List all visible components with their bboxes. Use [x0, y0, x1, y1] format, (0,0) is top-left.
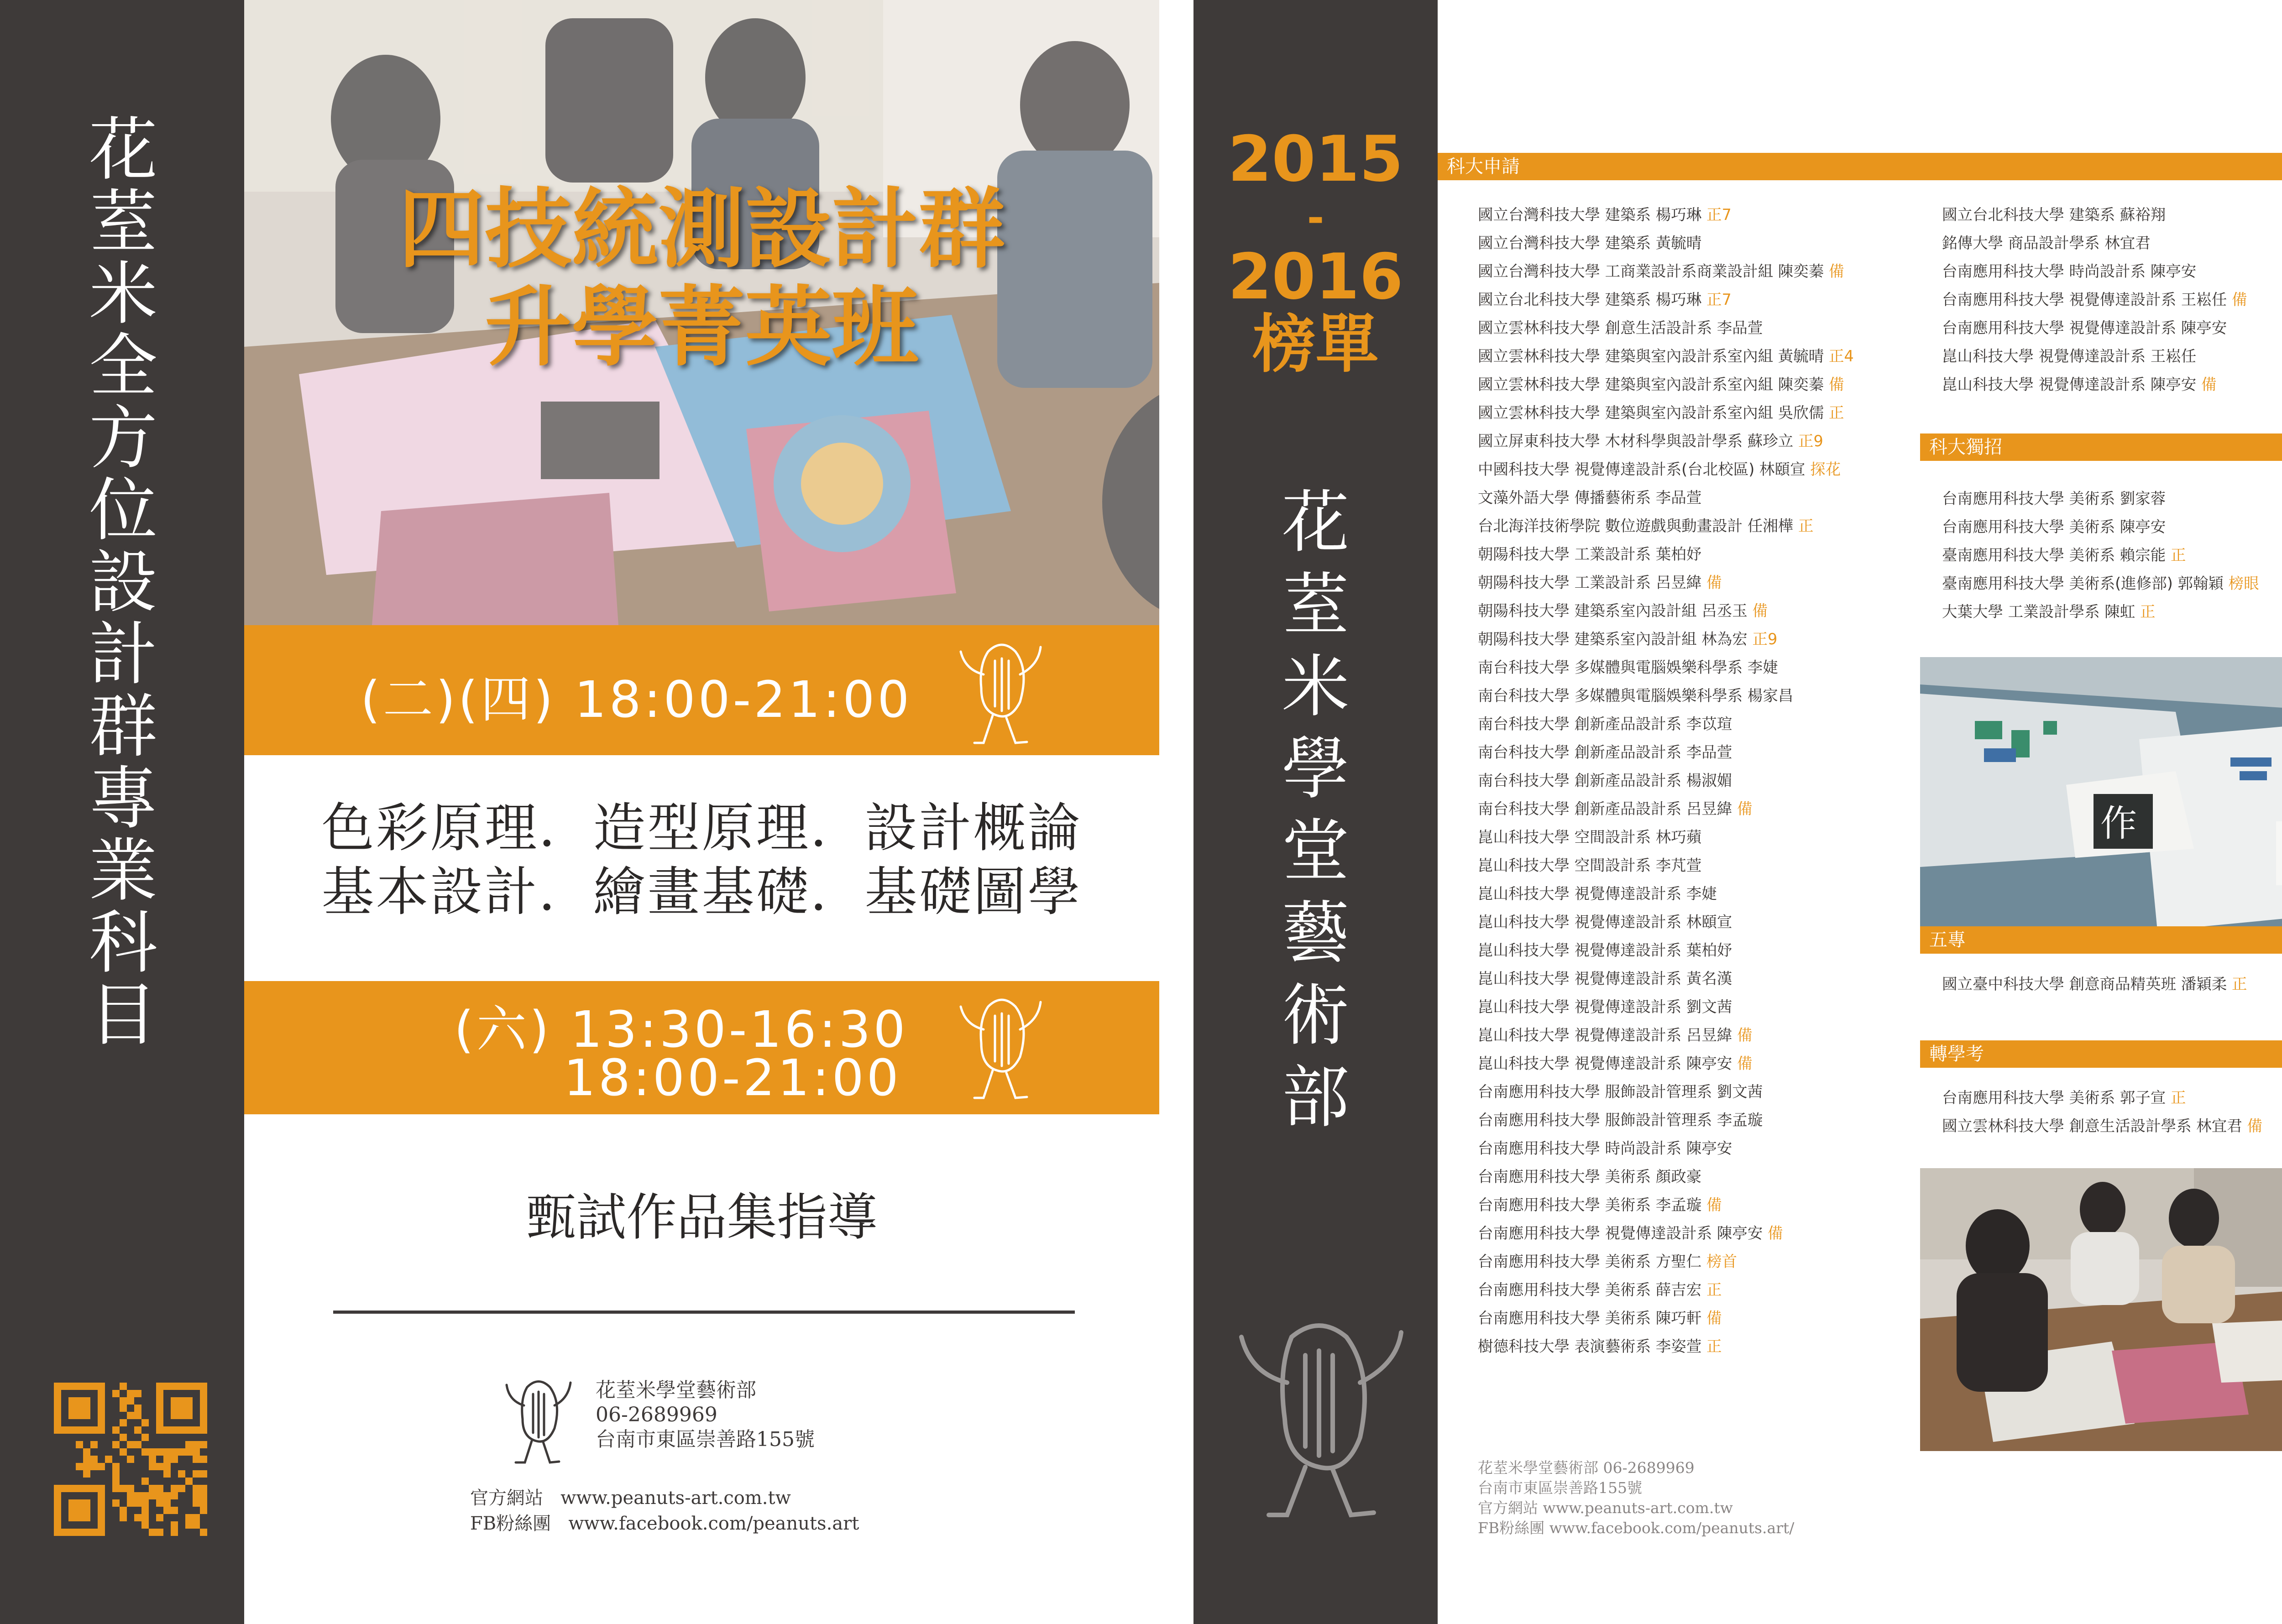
result-text: 國立雲林科技大學 建築與室內設計系室內組 黃毓晴: [1478, 347, 1829, 365]
result-mark: 正: [1798, 517, 1814, 535]
result-text: 台南應用科技大學 視覺傳達設計系 王崧任: [1942, 291, 2232, 308]
vertical-char: 荎: [1282, 565, 1350, 644]
result-entry: [1478, 1163, 1854, 1191]
result-mark: 正: [2140, 603, 2156, 621]
vertical-char: 學: [1282, 730, 1350, 808]
result-text: 國立雲林科技大學 創意生活設計系 李品萱: [1478, 319, 1763, 337]
result-entry: [1478, 1050, 1854, 1078]
result-entry: [1942, 286, 2247, 314]
result-mark: 正7: [1706, 291, 1732, 308]
result-entry: [1478, 342, 1854, 371]
result-text: 南台科技大學 創新產品設計系 楊淑媚: [1478, 772, 1732, 789]
result-entry: [1478, 229, 1854, 257]
result-mark: 備: [1737, 800, 1753, 818]
result-entry: [1942, 257, 2247, 286]
section-header-duzhao: 科大獨招: [1920, 433, 2282, 461]
result-entry: [1478, 767, 1854, 795]
vertical-char: 藝: [1282, 894, 1350, 972]
portfolio-guidance: 甄試作品集指導: [526, 1188, 878, 1247]
result-entry: [1478, 965, 1854, 993]
headline-line-2: 升學菁英班: [485, 277, 919, 378]
year-start: 2015: [1228, 122, 1403, 196]
qr-code: [54, 1383, 207, 1536]
vertical-char: 全: [89, 327, 157, 406]
result-entry: [1478, 455, 1854, 484]
result-text: 崑山科技大學 視覺傳達設計系 林頤宣: [1478, 913, 1732, 931]
peanut-mascot-icon: [502, 1373, 575, 1469]
vertical-char: 花: [89, 110, 157, 190]
result-entry: [1478, 569, 1854, 597]
result-text: 國立台灣科技大學 建築系 楊巧琳: [1478, 206, 1706, 224]
result-entry: [1478, 880, 1854, 908]
result-text: 台南應用科技大學 時尚設計系 陳亭安: [1942, 262, 2197, 280]
result-mark: 備: [1737, 1026, 1753, 1044]
vertical-char: 設: [89, 543, 157, 622]
result-entry: [1478, 597, 1854, 625]
left-spine-title: [78, 110, 169, 1055]
result-text: 朝陽科技大學 工業設計系 呂昱緯: [1478, 574, 1706, 591]
result-text: 台南應用科技大學 美術系 顏政豪: [1478, 1168, 1702, 1185]
result-entry: [1478, 1134, 1854, 1163]
section-header-zhuanxue: 轉學考: [1920, 1040, 2282, 1068]
vertical-char: 荎: [89, 183, 157, 262]
result-entry: [1478, 1332, 1854, 1361]
footer-contact: [1478, 1458, 1794, 1538]
result-text: 台南應用科技大學 服飾設計管理系 劉文茜: [1478, 1083, 1763, 1101]
weekday-schedule: (二)(四) 18:00-21:00: [361, 670, 912, 729]
right-spine-title: [1262, 481, 1369, 1138]
vertical-char: 群: [89, 687, 157, 767]
result-mark: 備: [1752, 602, 1768, 620]
result-mark: 正9: [1752, 630, 1778, 648]
result-text: 崑山科技大學 視覺傳達設計系 呂昱緯: [1478, 1026, 1737, 1044]
result-text: 崑山科技大學 空間設計系 李芃萱: [1478, 856, 1702, 874]
result-mark: 正: [1706, 1281, 1722, 1299]
result-mark: 正: [2231, 975, 2247, 993]
footer-line-4: FB粉絲團 www.facebook.com/peanuts.art/: [1478, 1519, 1795, 1537]
result-entry: [1478, 823, 1854, 851]
headline: [244, 180, 1159, 376]
result-mark: 備: [1737, 1055, 1753, 1072]
year-title: [1193, 122, 1438, 381]
web-links: [470, 1485, 859, 1536]
result-text: 朝陽科技大學 建築系室內設計組 林為宏: [1478, 630, 1753, 648]
result-entry: [1478, 1191, 1854, 1219]
result-entry: [1478, 257, 1854, 286]
result-entry: [1942, 513, 2259, 541]
result-entry: [1478, 1021, 1854, 1050]
result-entry: [1478, 1219, 1854, 1248]
website-link[interactable]: www.peanuts-art.com.tw: [560, 1488, 791, 1509]
result-mark: 探花: [1810, 460, 1841, 478]
result-mark: 備: [2231, 291, 2247, 308]
result-entry: [1478, 738, 1854, 767]
keda-list-col2: [1942, 201, 2247, 399]
vertical-char: 方: [89, 399, 157, 478]
vertical-char: 米: [89, 255, 157, 334]
result-text: 台南應用科技大學 美術系 陳亭安: [1942, 518, 2166, 536]
result-mark: 正4: [1828, 347, 1854, 365]
result-entry: [1478, 993, 1854, 1021]
section-header-keda: 科大申請: [1438, 153, 2282, 180]
result-mark: 正: [1828, 404, 1844, 422]
contact-name: 花荎米學堂藝術部: [596, 1379, 756, 1402]
results-label: 榜單: [1252, 308, 1379, 381]
vertical-char: 目: [89, 976, 157, 1055]
result-text: 國立台北科技大學 建築系 楊巧琳: [1478, 291, 1706, 308]
zhuanxue-list: [1942, 1084, 2262, 1140]
result-entry: [1942, 598, 2259, 626]
contact-block: [596, 1378, 815, 1452]
result-entry: [1478, 314, 1854, 342]
result-text: 台南應用科技大學 美術系 陳巧軒: [1478, 1309, 1706, 1327]
course-line-2: 基本設計．繪畫基礎．基礎圖學: [321, 862, 1082, 923]
course-line-1: 色彩原理．造型原理．設計概論: [321, 798, 1082, 859]
duzhao-list: [1942, 485, 2259, 626]
result-text: 崑山科技大學 視覺傳達設計系 陳亭安: [1942, 376, 2201, 393]
result-mark: 正7: [1706, 206, 1732, 224]
vertical-char: 米: [1282, 648, 1350, 726]
result-text: 國立台北科技大學 建築系 蘇裕翔: [1942, 206, 2166, 224]
result-text: 文藻外語大學 傳播藝術系 李品萱: [1478, 489, 1702, 507]
result-text: 國立雲林科技大學 建築與室內設計系室內組 吳欣儒: [1478, 404, 1829, 422]
result-text: 臺南應用科技大學 美術系 賴宗能: [1942, 546, 2171, 564]
result-text: 銘傳大學 商品設計學系 林宜君: [1942, 234, 2151, 252]
footer-line-2: 台南市東區崇善路155號: [1478, 1479, 1642, 1497]
result-text: 台南應用科技大學 美術系 薛吉宏: [1478, 1281, 1706, 1299]
result-entry: [1942, 342, 2247, 371]
result-text: 國立屏東科技大學 木材科學與設計學系 蘇珍立: [1478, 432, 1798, 450]
result-entry: [1478, 201, 1854, 229]
result-text: 大葉大學 工業設計學系 陳虹: [1942, 603, 2140, 621]
result-text: 南台科技大學 創新產品設計系 李品萱: [1478, 743, 1732, 761]
saturday-schedule-2: 18:00-21:00: [564, 1049, 901, 1107]
result-entry: [1478, 484, 1854, 512]
result-text: 崑山科技大學 視覺傳達設計系 王崧任: [1942, 347, 2197, 365]
result-entry: [1942, 371, 2247, 399]
result-entry: [1478, 512, 1854, 540]
headline-line-1: 四技統測設計群: [398, 179, 1005, 280]
result-text: 朝陽科技大學 建築系室內設計組 呂丞玉: [1478, 602, 1753, 620]
result-entry: [1478, 795, 1854, 823]
result-text: 台南應用科技大學 時尚設計系 陳亭安: [1478, 1139, 1732, 1157]
peanut-mascot-icon: [956, 633, 1047, 752]
vertical-char: 位: [89, 471, 157, 550]
vertical-char: 部: [1282, 1058, 1350, 1137]
result-entry: [1942, 1112, 2262, 1140]
result-mark: 備: [1706, 574, 1722, 591]
divider: [333, 1311, 1075, 1314]
result-text: 台北海洋技術學院 數位遊戲與動畫設計 任湘樺: [1478, 517, 1798, 535]
result-text: 台南應用科技大學 視覺傳達設計系 陳亭安: [1942, 319, 2227, 337]
result-entry: [1942, 201, 2247, 229]
result-text: 崑山科技大學 視覺傳達設計系 葉柏妤: [1478, 941, 1732, 959]
result-mark: 備: [2201, 376, 2217, 393]
result-text: 國立臺中科技大學 創意商品精英班 潘穎柔: [1942, 975, 2232, 993]
result-text: 台南應用科技大學 美術系 方聖仁: [1478, 1253, 1706, 1270]
result-text: 崑山科技大學 視覺傳達設計系 李婕: [1478, 885, 1717, 903]
result-entry: [1478, 1078, 1854, 1106]
artwork-photo: [1920, 657, 2282, 931]
result-entry: [1942, 1084, 2262, 1112]
result-text: 台南應用科技大學 美術系 劉家蓉: [1942, 490, 2166, 507]
vertical-char: 術: [1282, 976, 1350, 1055]
result-entry: [1478, 625, 1854, 653]
result-text: 臺南應用科技大學 美術系(進修部) 郭翰穎: [1942, 574, 2229, 592]
result-entry: [1942, 485, 2259, 513]
vertical-char: 堂: [1282, 812, 1350, 890]
peanut-mascot-icon: [956, 988, 1047, 1107]
result-text: 台南應用科技大學 視覺傳達設計系 陳亭安: [1478, 1224, 1768, 1242]
result-mark: 正: [2170, 1089, 2186, 1107]
students-photo: [1920, 1168, 2282, 1451]
result-entry: [1478, 936, 1854, 965]
result-entry: [1942, 541, 2259, 569]
result-entry: [1942, 229, 2247, 257]
result-mark: 榜眼: [2228, 574, 2259, 592]
result-mark: 備: [1767, 1224, 1783, 1242]
result-text: 台南應用科技大學 美術系 李孟璇: [1478, 1196, 1706, 1214]
result-text: 中國科技大學 視覺傳達設計系(台北校區) 林頤宣: [1478, 460, 1811, 478]
saturday-schedule-bar: [244, 981, 1159, 1114]
result-entry: [1942, 314, 2247, 342]
vertical-char: 業: [89, 831, 157, 911]
result-entry: [1478, 851, 1854, 880]
result-entry: [1478, 427, 1854, 455]
wuzhuan-list: [1942, 970, 2247, 998]
result-entry: [1478, 710, 1854, 738]
result-text: 朝陽科技大學 工業設計系 葉柏妤: [1478, 545, 1702, 563]
result-text: 崑山科技大學 空間設計系 林巧蘋: [1478, 828, 1702, 846]
result-text: 南台科技大學 創新產品設計系 李苡瑄: [1478, 715, 1732, 733]
result-text: 國立台灣科技大學 建築系 黃毓晴: [1478, 234, 1702, 252]
result-text: 國立雲林科技大學 創意生活設計學系 林宜君: [1942, 1117, 2247, 1135]
result-mark: 正: [2170, 546, 2186, 564]
vertical-char: 計: [89, 615, 157, 695]
result-mark: 備: [1706, 1309, 1722, 1327]
result-entry: [1478, 1304, 1854, 1332]
vertical-char: 專: [89, 759, 157, 839]
result-text: 南台科技大學 創新產品設計系 呂昱緯: [1478, 800, 1737, 818]
result-mark: 正9: [1798, 432, 1823, 450]
contact-phone: 06-2689969: [596, 1403, 717, 1426]
course-list: [244, 796, 1159, 924]
result-entry: [1942, 970, 2247, 998]
result-entry: [1478, 399, 1854, 427]
facebook-link[interactable]: www.facebook.com/peanuts.art: [568, 1513, 859, 1534]
result-text: 樹德科技大學 表演藝術系 李姿萱: [1478, 1337, 1706, 1355]
photo-caption-1: 作: [2100, 802, 2137, 845]
result-mark: 正: [1706, 1337, 1722, 1355]
footer-line-3: 官方網站 www.peanuts-art.com.tw: [1478, 1499, 1733, 1517]
result-entry: [1478, 908, 1854, 936]
result-mark: 備: [1828, 262, 1844, 280]
vertical-char: 花: [1282, 483, 1350, 562]
weekday-schedule-bar: [244, 625, 1159, 755]
contact-address: 台南市東區崇善路155號: [596, 1428, 815, 1451]
result-text: 南台科技大學 多媒體與電腦娛樂科學系 楊家昌: [1478, 687, 1794, 705]
result-entry: [1942, 569, 2259, 598]
web-label: FB粉絲團: [470, 1513, 551, 1534]
section-header-wuzhuan: 五專: [1920, 926, 2282, 954]
result-text: 崑山科技大學 視覺傳達設計系 黃名漢: [1478, 970, 1732, 987]
year-end: 2016: [1228, 240, 1403, 313]
result-mark: 榜首: [1706, 1253, 1737, 1270]
result-entry: [1478, 1276, 1854, 1304]
result-entry: [1478, 1106, 1854, 1134]
result-entry: [1478, 653, 1854, 682]
result-mark: 備: [1828, 376, 1844, 393]
result-text: 崑山科技大學 視覺傳達設計系 劉文茜: [1478, 998, 1732, 1016]
result-text: 崑山科技大學 視覺傳達設計系 陳亭安: [1478, 1055, 1737, 1072]
result-entry: [1478, 286, 1854, 314]
peanut-mascot-icon: [1223, 1310, 1415, 1529]
result-mark: 備: [1706, 1196, 1722, 1214]
result-entry: [1478, 682, 1854, 710]
result-entry: [1478, 540, 1854, 569]
result-text: 國立台灣科技大學 工商業設計系商業設計組 陳奕蓁: [1478, 262, 1829, 280]
year-dash: -: [1307, 194, 1324, 242]
result-mark: 備: [2247, 1117, 2262, 1135]
footer-line-1: 花荎米學堂藝術部 06-2689969: [1478, 1459, 1695, 1477]
keda-list-col1: [1478, 201, 1854, 1361]
result-text: 南台科技大學 多媒體與電腦娛樂科學系 李婕: [1478, 658, 1778, 676]
saturday-schedule-1: (六) 13:30-16:30: [454, 1000, 908, 1059]
result-entry: [1478, 1248, 1854, 1276]
result-text: 國立雲林科技大學 建築與室內設計系室內組 陳奕蓁: [1478, 376, 1829, 393]
result-entry: [1478, 371, 1854, 399]
web-label: 官方網站: [470, 1488, 543, 1509]
vertical-char: 科: [89, 903, 157, 983]
result-text: 台南應用科技大學 美術系 郭子宣: [1942, 1089, 2171, 1107]
result-text: 台南應用科技大學 服飾設計管理系 李孟璇: [1478, 1111, 1763, 1129]
